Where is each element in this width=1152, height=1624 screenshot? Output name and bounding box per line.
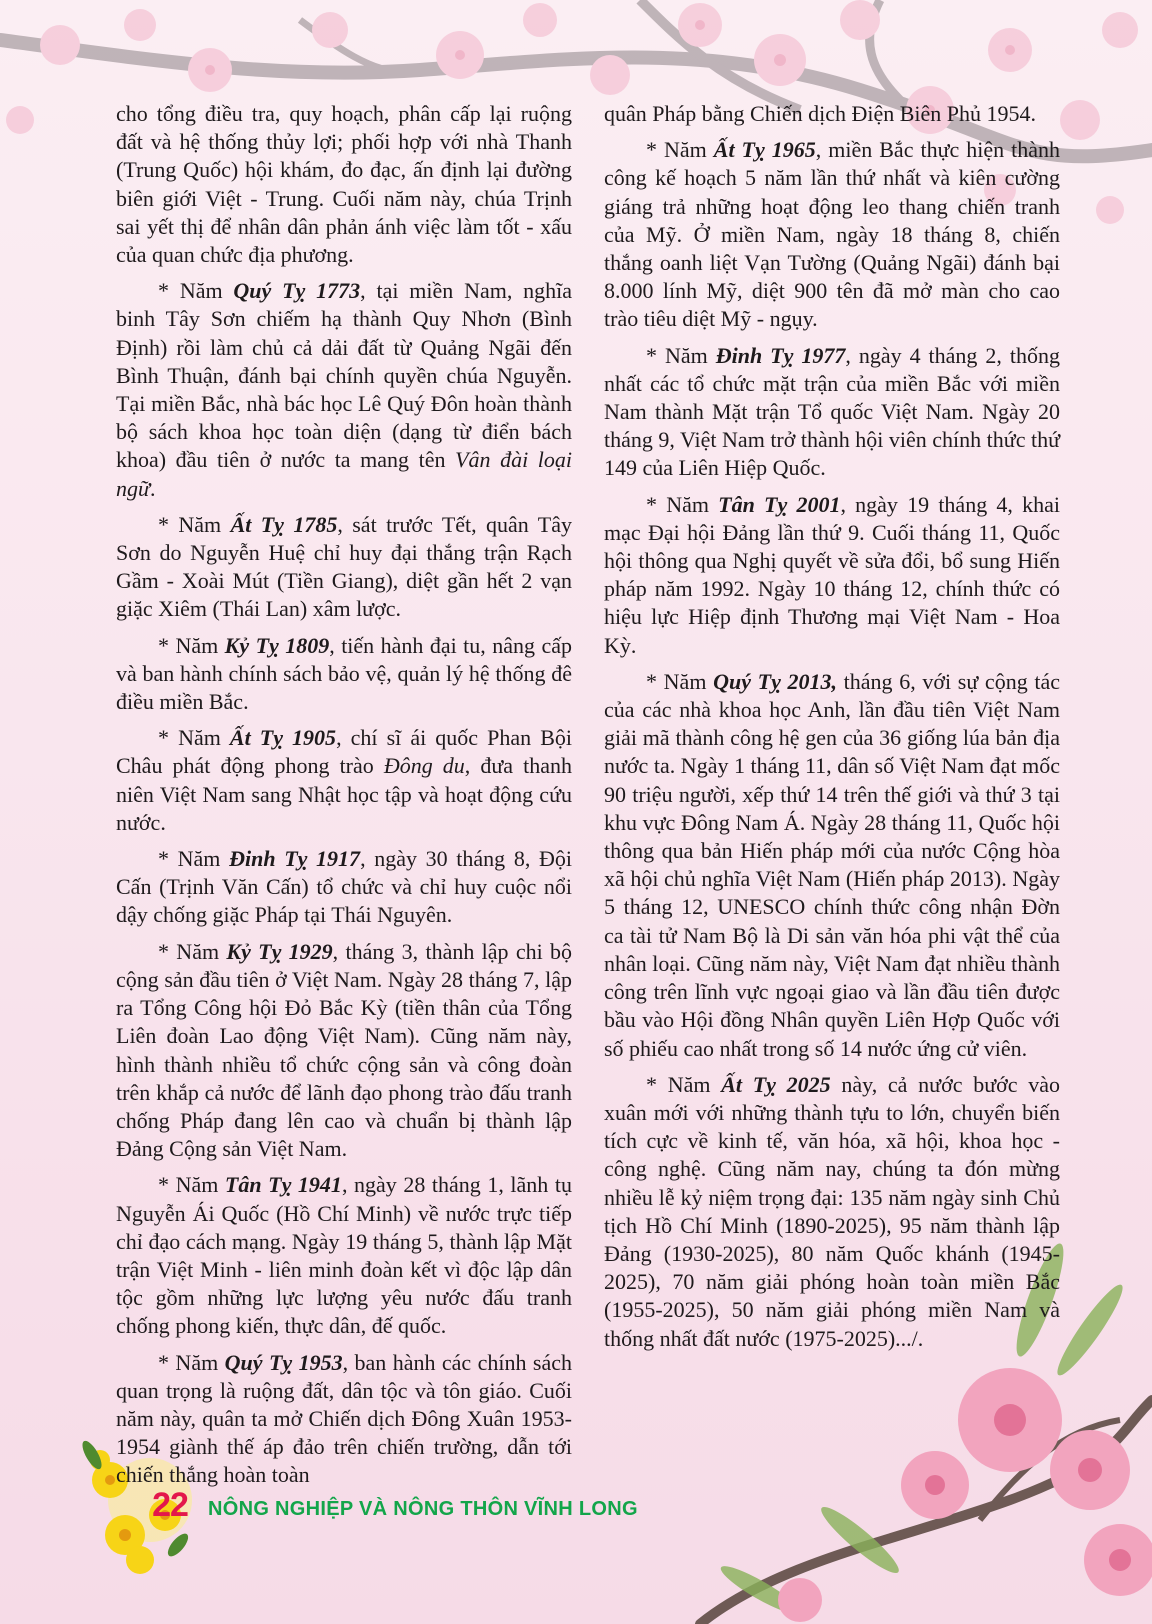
text-run: , sát trước Tết, quân Tây Sơn do Nguyễn Huệ chỉ huy đại thắng trận Rạch Gầm - Xoài Mút (Tiền Giang), diệt gần hết 2 vạn giặc Xiêm (Thái Lan) xâm lược. xyxy=(116,511,573,622)
year-label: Đinh Tỵ 1977 xyxy=(715,342,846,368)
paragraph xyxy=(116,632,572,717)
text-run: , ngày 30 tháng 8, Đội Cấn (Trịnh Văn Cấn) tổ chức và chỉ huy cuộc nổi dậy chống giặc Pháp tại Thái Nguyên. xyxy=(116,846,572,928)
text-run: , ngày 19 tháng 4, khai mạc Đại hội Đảng lần thứ 9. Cuối tháng 11, Quốc hội thông qua Nghị quyết về sửa đổi, bổ sung Hiến pháp năm 1992. Ngày 10 tháng 12, chính thức có hiệu lực Hiệp định Thương mại Việt Nam - Hoa Kỳ. xyxy=(604,491,1060,658)
text-run: * Năm xyxy=(158,511,231,537)
text-run: , ban hành các chính sách quan trọng là ruộng đất, dân tộc và tôn giáo. Cuối năm này, quân ta mở Chiến dịch Đông Xuân 1953-1954 giành thế áp đảo trên chiến trường, dẫn tới chiến thắng hoàn toàn xyxy=(116,1349,573,1488)
text-run: * Năm xyxy=(646,342,716,368)
text-run: tháng 6, với sự cộng tác của các nhà khoa học Anh, lần đầu tiên Việt Nam giải mã thành công hệ gen của 36 giống lúa bản địa nước ta. Ngày 1 tháng 11, dân số Việt Nam đạt mốc 90 triệu người, xếp thứ 14 trên thế giới và thứ 3 tại khu vực Đông Nam Á. Ngày 28 tháng 11, Quốc hội thông qua bản Hiến pháp mới của nước Cộng hòa xã hội chủ nghĩa Việt Nam (Hiến pháp 2013). Ngày 5 tháng 12, UNESCO chính thức công nhận Đờn ca tài tử Nam Bộ là Di sản văn hóa phi vật thể của nhân loại. Cũng năm này, Việt Nam đạt nhiều thành công trên lĩnh vực ngoại giao và lần đầu tiên được bầu vào Hội đồng Nhân quyền Liên Hợp Quốc với số phiếu cao nhất trong số 14 nước ứng cử viên. xyxy=(604,668,1061,1061)
text-run: * Năm xyxy=(158,1172,225,1198)
year-label: Quý Tỵ 1953 xyxy=(224,1349,343,1375)
text-run: , đưa thanh niên Việt Nam sang Nhật học tập và hoạt động cứu nước. xyxy=(116,753,572,835)
year-label: Ất Tỵ 2025 xyxy=(721,1071,831,1097)
paragraph xyxy=(116,511,572,624)
text-run: , miền Bắc thực hiện thành công kế hoạch 5 năm lần thứ nhất và kiên cường giáng trả những hoạt động leo thang chiến tranh của Mỹ. Ở miền Nam, ngày 18 tháng 8, chiến thắng oanh liệt Vạn Tường (Quảng Ngãi) đánh bại 8.000 lính Mỹ, diệt 900 tên đã mở màn cho cao trào tiêu diệt Mỹ - ngụy. xyxy=(604,137,1061,332)
text-run: * Năm xyxy=(158,632,225,658)
title-italic: Đông du xyxy=(383,753,465,779)
text-run: * Năm xyxy=(646,491,719,517)
text-run: này, cả nước bước vào xuân mới với những thành tựu to lớn, chuyển biến tích cực về kinh tế, văn hóa, xã hội, khoa học - công nghệ. Cũng năm nay, chúng ta đón mừng nhiều lễ kỷ niệm trọng đại: 135 năm ngày sinh Chủ tịch Hồ Chí Minh (1890-2025), 95 năm thành lập Đảng (1930-2025), 80 năm Quốc khánh (1945-2025), 70 năm giải phóng hoàn toàn miền Bắc (1955-2025), 50 năm giải phóng miền Nam và thống nhất đất nước (1975-2025).../. xyxy=(604,1071,1061,1351)
publication-title: NÔNG NGHIỆP VÀ NÔNG THÔN VĨNH LONG xyxy=(208,1498,638,1520)
text-run: cho tổng điều tra, quy hoạch, phân cấp lại ruộng đất và hệ thống thủy lợi; phối hợp với nhà Thanh (Trung Quốc) hội khám, đo đạc, ấn định lại đường biên giới Việt - Trung. Cuối năm này, chúa Trịnh sai yết thị để nhân dân phản ánh việc làm tốt - xấu của quan chức địa phương. xyxy=(116,101,572,268)
left-column xyxy=(116,100,572,1498)
paragraph xyxy=(116,724,572,837)
paragraph xyxy=(116,277,572,503)
paragraph xyxy=(604,491,1060,660)
year-label: Ất Tỵ 1785 xyxy=(230,511,338,537)
year-label: Ất Tỵ 1965 xyxy=(713,137,816,163)
text-run: * Năm xyxy=(158,938,227,964)
right-column xyxy=(604,100,1060,1361)
text-run: , tại miền Nam, nghĩa binh Tây Sơn chiếm hạ thành Quy Nhơn (Bình Định) rồi làm chủ cả dải đất từ Quảng Ngãi đến Bình Thuận, đánh bại chính quyền chúa Nguyễn. Tại miền Bắc, nhà bác học Lê Quý Đôn hoàn thành bộ sách khoa học toàn diện (dạng từ điển bách khoa) đầu tiên ở nước ta mang tên xyxy=(116,278,573,473)
paragraph xyxy=(116,845,572,930)
text-run: , ngày 4 tháng 2, thống nhất các tổ chức mặt trận của miền Bắc với miền Nam thành Mặt trận Tổ quốc Việt Nam. Ngày 20 tháng 9, Việt Nam trở thành hội viên chính thức thứ 149 của Liên Hiệp Quốc. xyxy=(604,342,1060,481)
text-run: , ngày 28 tháng 1, lãnh tụ Nguyễn Ái Quốc (Hồ Chí Minh) về nước trực tiếp chỉ đạo cách mạng. Ngày 19 tháng 5, thành lập Mặt trận Việt Minh - liên minh đoàn kết vì độc lập dân tộc gồm những lực lượng yêu nước đấu tranh chống phong kiến, thực dân, đế quốc. xyxy=(116,1172,572,1339)
paragraph xyxy=(116,1171,572,1340)
year-label: Ất Tỵ 1905 xyxy=(229,725,337,751)
text-run: * Năm xyxy=(158,725,230,751)
text-run: * Năm xyxy=(646,1071,722,1097)
year-label: Tân Tỵ 2001 xyxy=(718,491,841,517)
paragraph xyxy=(604,668,1060,1063)
text-run: , chí sĩ ái quốc Phan Bội Châu phát động phong trào xyxy=(116,725,572,779)
title-italic: Vân đài loại ngữ xyxy=(116,447,572,501)
year-label: Quý Tỵ 2013, xyxy=(713,668,838,694)
year-label: Đinh Tỵ 1917 xyxy=(229,846,361,872)
paragraph xyxy=(604,342,1060,483)
year-label: Tân Tỵ 1941 xyxy=(224,1172,342,1198)
text-run: * Năm xyxy=(158,846,230,872)
text-run: , tháng 3, thành lập chi bộ cộng sản đầu tiên ở Việt Nam. Ngày 28 tháng 7, lập ra Tổng Công hội Đỏ Bắc Kỳ (tiền thân của Tổng Liên đoàn Lao động Việt Nam). Cũng năm này, hình thành nhiều tổ chức cộng sản và công đoàn trên khắp cả nước để lãnh đạo phong trào đấu tranh chống Pháp đang lên cao và chuẩn bị thành lập Đảng Cộng sản Việt Nam. xyxy=(116,938,573,1162)
text-run: . xyxy=(150,475,156,501)
text-run: , tiến hành đại tu, nâng cấp và ban hành chính sách bảo vệ, quản lý hệ thống đê điều miền Bắc. xyxy=(116,632,572,715)
year-label: Kỷ Tỵ 1929 xyxy=(226,938,333,964)
text-run: quân Pháp bằng Chiến dịch Điện Biên Phủ 1954. xyxy=(604,101,1037,126)
year-label: Kỷ Tỵ 1809 xyxy=(224,632,330,658)
paragraph xyxy=(604,1071,1060,1353)
text-run: * Năm xyxy=(646,668,714,694)
paragraph xyxy=(116,938,572,1164)
text-run: * Năm xyxy=(158,1349,225,1375)
text-run: * Năm xyxy=(158,278,234,304)
year-label: Quý Tỵ 1773 xyxy=(233,278,361,304)
paragraph xyxy=(116,100,572,269)
text-run: * Năm xyxy=(646,137,714,163)
page-footer xyxy=(80,1468,780,1548)
paragraph xyxy=(604,100,1060,128)
page-number: 22 xyxy=(152,1486,188,1524)
paragraph xyxy=(604,136,1060,333)
